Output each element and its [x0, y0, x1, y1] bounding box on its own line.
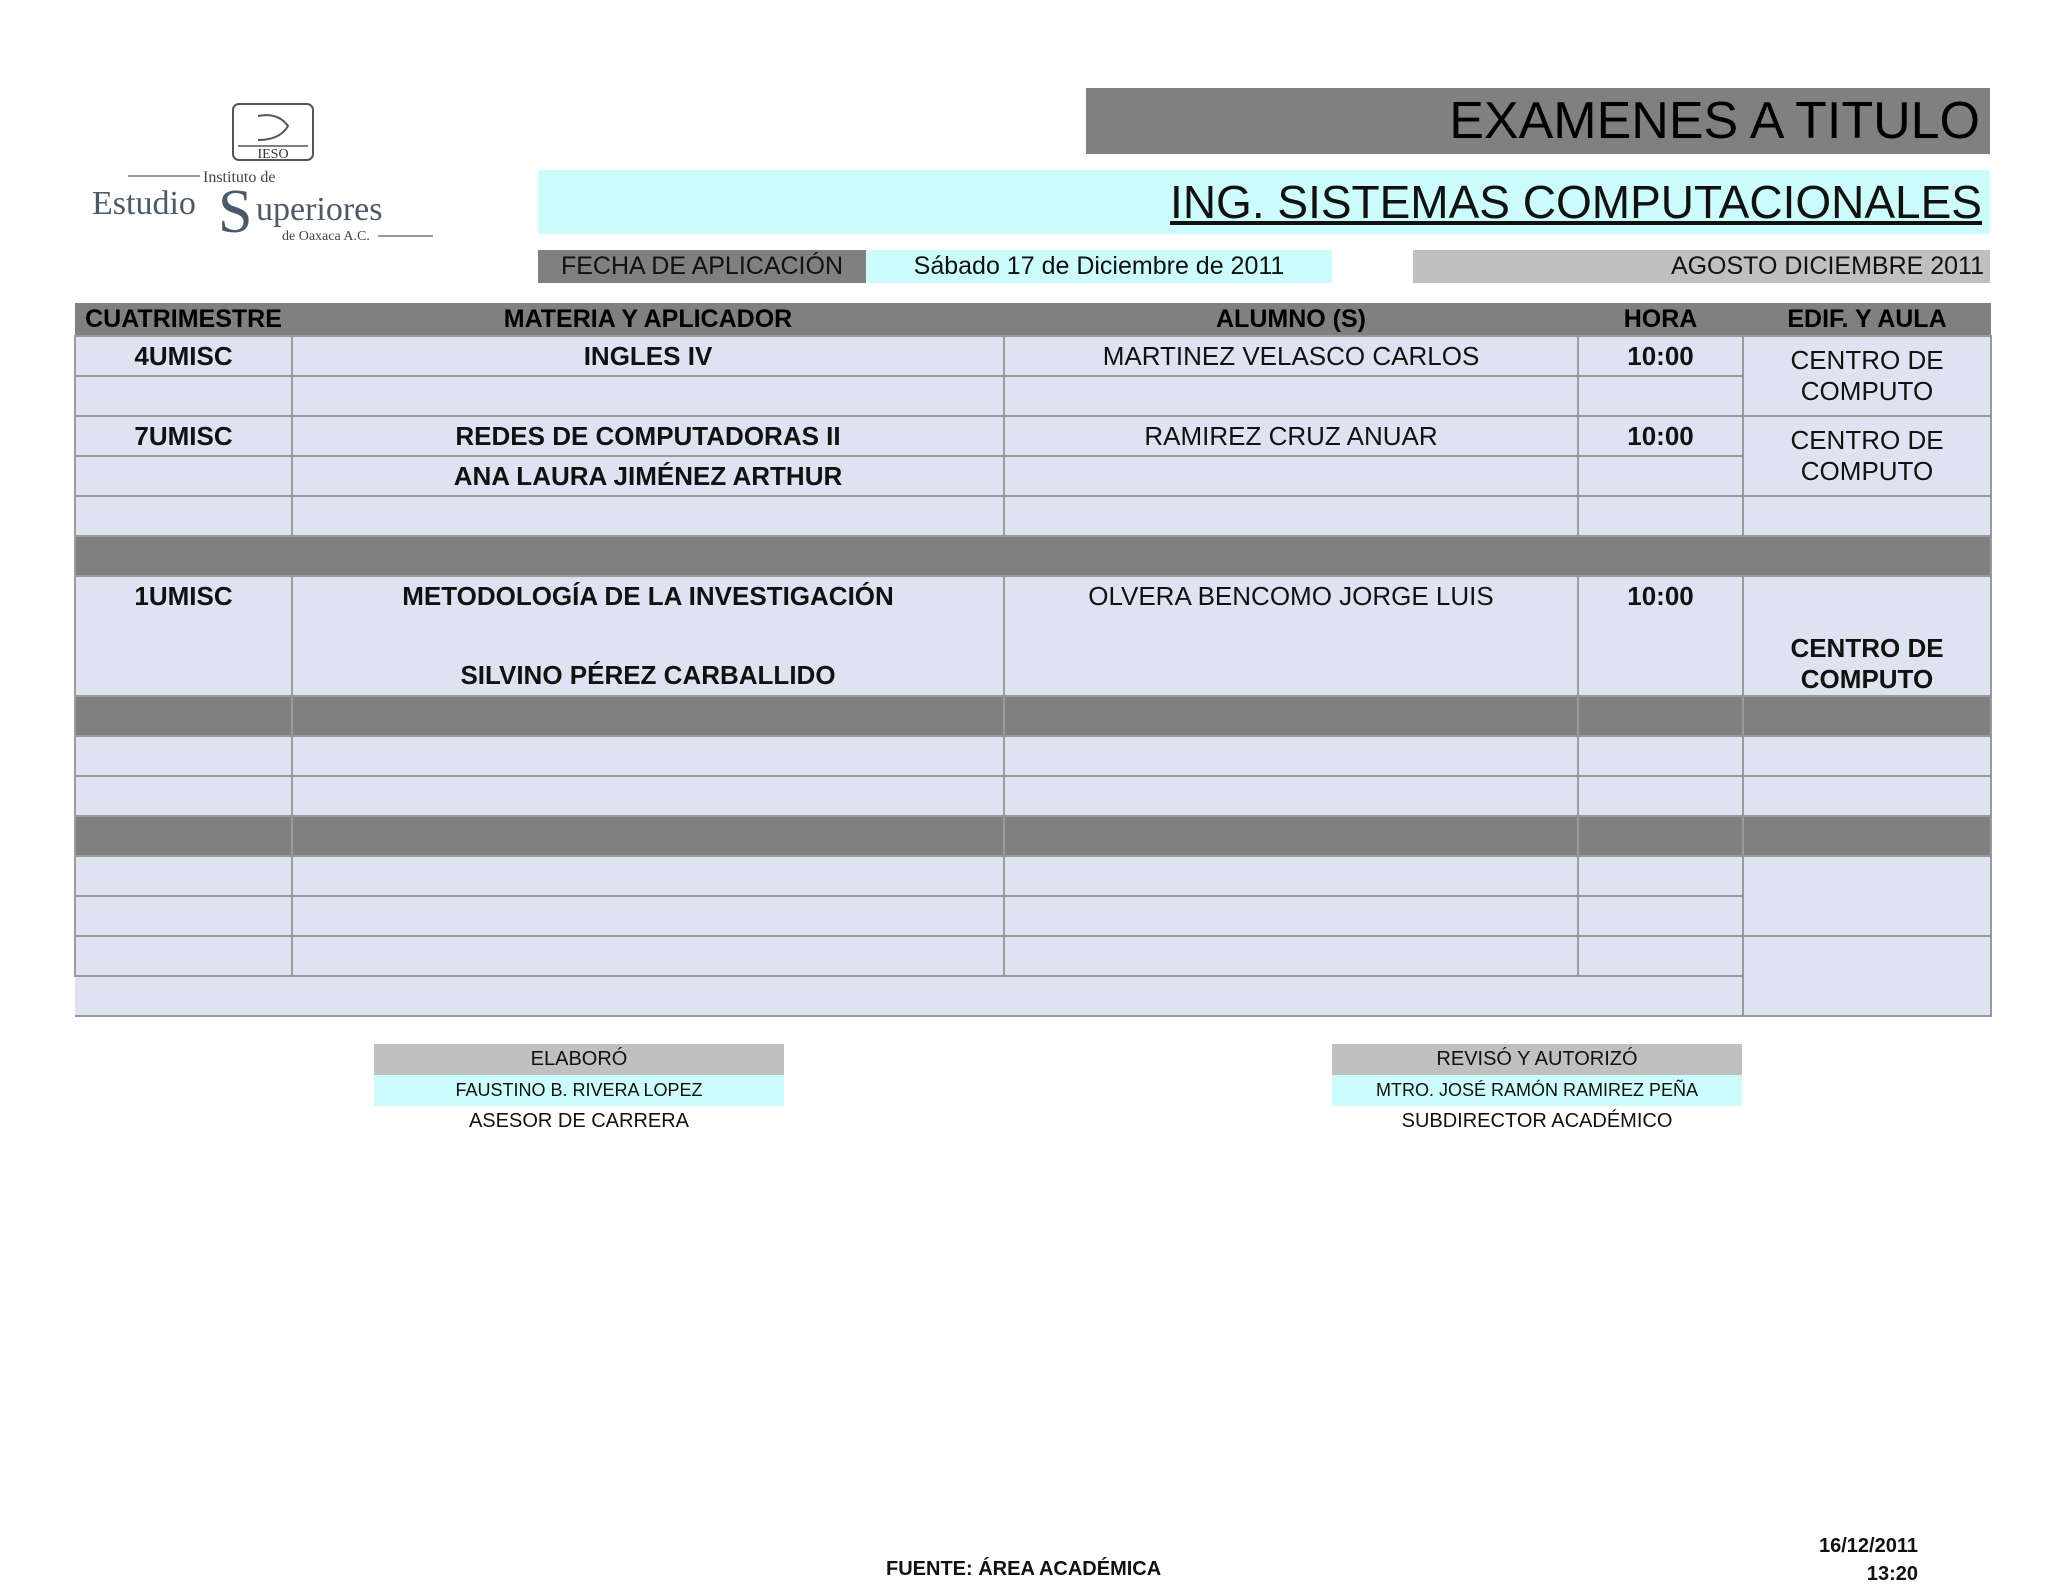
empty-cell [292, 616, 1004, 656]
empty-cell [1578, 736, 1743, 776]
materia-cell: INGLES IV [292, 336, 1004, 376]
materia-cell: METODOLOGÍA DE LA INVESTIGACIÓN [292, 576, 1004, 616]
aula-line: COMPUTO [1800, 376, 1934, 406]
table-row [75, 376, 1991, 416]
aula-line: COMPUTO [1800, 664, 1934, 694]
col-header-aula: EDIF. Y AULA [1743, 303, 1991, 336]
empty-cell [1743, 856, 1991, 936]
aplicador-cell: SILVINO PÉREZ CARBALLIDO [292, 656, 1004, 696]
table-row [75, 776, 1991, 816]
aula-line: CENTRO DE [1790, 345, 1944, 375]
table-header-row [75, 303, 1991, 336]
table-row [75, 896, 1991, 936]
empty-cell [1743, 496, 1991, 536]
table-row [75, 936, 1991, 976]
empty-cell [292, 496, 1004, 536]
empty-cell [1004, 856, 1578, 896]
signature-block-elaboro [374, 1044, 784, 1137]
separator-row [75, 816, 1991, 856]
aula-cell [1743, 416, 1991, 496]
separator-row [75, 536, 1991, 576]
col-header-alumno: ALUMNO (S) [1004, 303, 1578, 336]
separator-cell [1578, 816, 1743, 856]
periodo-label: AGOSTO DICIEMBRE 2011 [1413, 250, 1990, 283]
alumno-cell: MARTINEZ VELASCO CARLOS [1004, 336, 1578, 376]
empty-cell [75, 496, 292, 536]
svg-text:S: S [218, 178, 253, 246]
fecha-label: FECHA DE APLICACIÓN [538, 250, 866, 283]
hora-cell: 10:00 [1578, 416, 1743, 456]
separator-row [75, 696, 1991, 736]
empty-cell [292, 856, 1004, 896]
svg-text:IESO: IESO [257, 147, 289, 162]
empty-cell [1743, 736, 1991, 776]
signature-label: REVISÓ Y AUTORIZÓ [1332, 1044, 1742, 1075]
ieso-logo-icon [88, 102, 448, 252]
empty-cell [75, 376, 292, 416]
empty-cell [75, 896, 292, 936]
signature-role: ASESOR DE CARRERA [468, 1110, 690, 1132]
source-note: FUENTE: ÁREA ACADÉMICA [886, 1558, 1162, 1580]
empty-cell [75, 776, 292, 816]
hora-cell: 10:00 [1578, 336, 1743, 376]
separator-cell [75, 696, 292, 736]
cuatrimestre-cell: 4UMISC [75, 336, 292, 376]
empty-cell [75, 616, 292, 656]
empty-cell [1004, 896, 1578, 936]
fecha-value: Sábado 17 de Diciembre de 2011 [866, 250, 1332, 283]
separator-cell [292, 816, 1004, 856]
exam-schedule-table [74, 303, 1992, 1017]
empty-cell [1578, 376, 1743, 416]
separator-cell [75, 536, 1991, 576]
table-row [75, 456, 1991, 496]
page-title: EXAMENES A TITULO [1086, 88, 1990, 154]
separator-cell [1004, 816, 1578, 856]
table-row [75, 656, 1991, 696]
aula-line: CENTRO DE [1790, 425, 1944, 455]
empty-cell [1743, 936, 1991, 1016]
empty-cell [1578, 776, 1743, 816]
empty-cell [292, 736, 1004, 776]
print-timestamp [1819, 1532, 1918, 1588]
table-row [75, 976, 1991, 1016]
svg-text:Estudio: Estudio [92, 185, 196, 222]
materia-cell: REDES DE COMPUTADORAS II [292, 416, 1004, 456]
table-row [75, 736, 1991, 776]
cuatrimestre-cell: 1UMISC [75, 576, 292, 616]
empty-cell [292, 776, 1004, 816]
col-header-cuatrimestre: CUATRIMESTRE [75, 303, 292, 336]
signature-name: FAUSTINO B. RIVERA LOPEZ [374, 1075, 784, 1106]
separator-cell [75, 816, 292, 856]
empty-cell [1004, 936, 1578, 976]
empty-cell [1578, 856, 1743, 896]
empty-cell [1578, 496, 1743, 536]
empty-cell [1004, 376, 1578, 416]
empty-cell [1004, 456, 1578, 496]
aplicador-cell: ANA LAURA JIMÉNEZ ARTHUR [292, 456, 1004, 496]
separator-cell [292, 696, 1004, 736]
separator-cell [1743, 696, 1991, 736]
aula-line: CENTRO DE [1790, 633, 1944, 663]
table-row [75, 576, 1991, 616]
signature-block-reviso [1332, 1044, 1742, 1137]
svg-text:de Oaxaca A.C.: de Oaxaca A.C. [282, 229, 370, 244]
table-row [75, 616, 1991, 656]
signature-name: MTRO. JOSÉ RAMÓN RAMIREZ PEÑA [1332, 1075, 1742, 1106]
empty-cell [75, 976, 1743, 1016]
empty-cell [75, 936, 292, 976]
print-date: 16/12/2011 [1819, 1535, 1918, 1557]
table-row [75, 496, 1991, 536]
aula-cell [1743, 576, 1991, 696]
cuatrimestre-cell: 7UMISC [75, 416, 292, 456]
col-header-hora: HORA [1578, 303, 1743, 336]
empty-cell [1578, 456, 1743, 496]
empty-cell [292, 896, 1004, 936]
empty-cell [1004, 736, 1578, 776]
empty-cell [1578, 936, 1743, 976]
hora-cell: 10:00 [1578, 576, 1743, 616]
empty-cell [1578, 656, 1743, 696]
institution-logo [88, 102, 448, 252]
signature-role: SUBDIRECTOR ACADÉMICO [1401, 1110, 1673, 1132]
separator-cell [1004, 696, 1578, 736]
empty-cell [1004, 656, 1578, 696]
separator-cell [1578, 696, 1743, 736]
separator-cell [1743, 816, 1991, 856]
table-row [75, 336, 1991, 376]
empty-cell [1743, 776, 1991, 816]
aula-cell [1743, 336, 1991, 416]
career-title: ING. SISTEMAS COMPUTACIONALES [538, 170, 1990, 234]
table-row [75, 416, 1991, 456]
aula-line: COMPUTO [1800, 456, 1934, 486]
alumno-cell: RAMIREZ CRUZ ANUAR [1004, 416, 1578, 456]
empty-cell [75, 856, 292, 896]
empty-cell [292, 376, 1004, 416]
empty-cell [75, 736, 292, 776]
empty-cell [1578, 896, 1743, 936]
print-time: 13:20 [1866, 1563, 1918, 1585]
svg-text:Instituto de: Instituto de [203, 169, 276, 186]
col-header-materia: MATERIA Y APLICADOR [292, 303, 1004, 336]
signature-label: ELABORÓ [374, 1044, 784, 1075]
empty-cell [75, 656, 292, 696]
empty-cell [1004, 616, 1578, 656]
empty-cell [1578, 616, 1743, 656]
empty-cell [1004, 496, 1578, 536]
empty-cell [1004, 776, 1578, 816]
svg-text:uperiores: uperiores [256, 191, 383, 228]
empty-cell [75, 456, 292, 496]
alumno-cell: OLVERA BENCOMO JORGE LUIS [1004, 576, 1578, 616]
empty-cell [292, 936, 1004, 976]
table-row [75, 856, 1991, 896]
